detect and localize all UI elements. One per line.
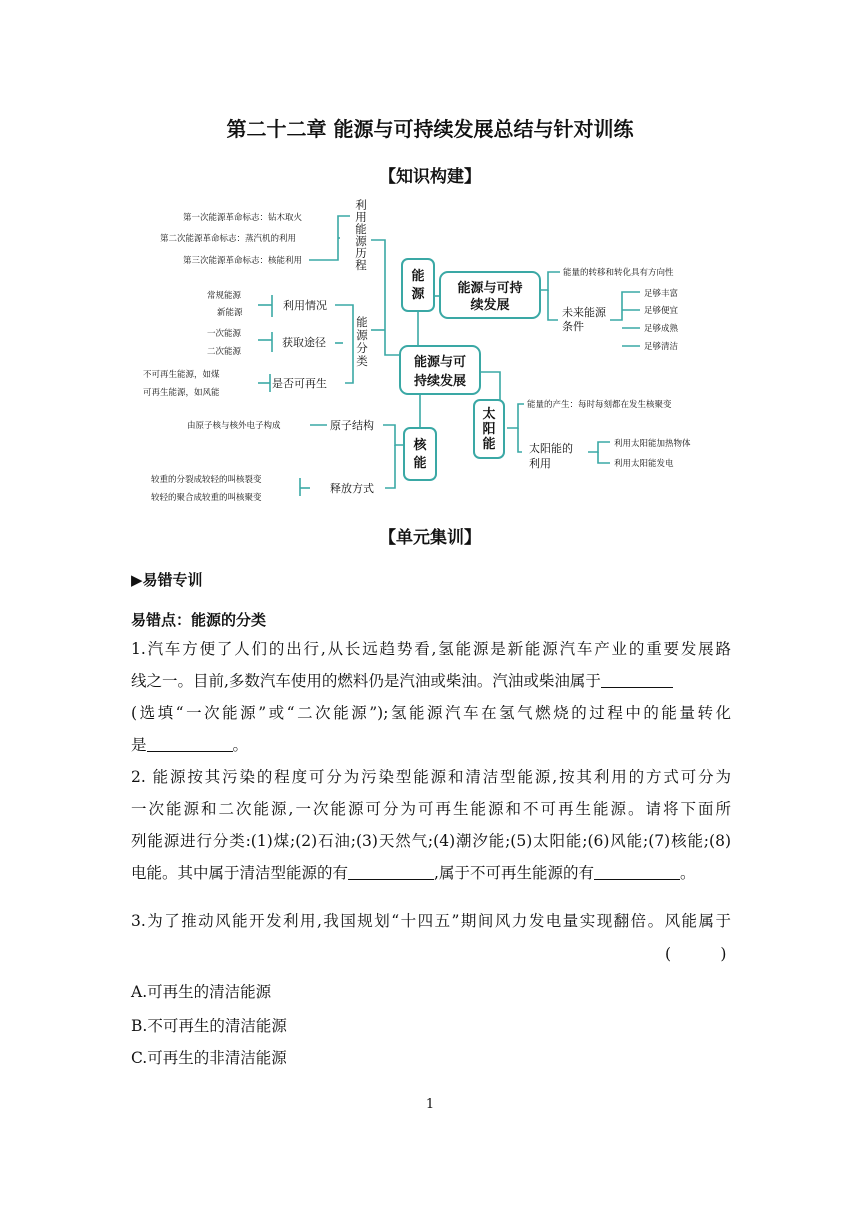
structure-label: 原子结构: [330, 419, 374, 432]
section-knowledge-heading: 【知识构建】: [379, 167, 481, 187]
question-2: [131, 761, 731, 889]
future-item-4: 足够清洁: [644, 342, 679, 352]
section-unit-heading: 【单元集训】: [379, 528, 481, 548]
topic-heading: ▶易错专训: [131, 571, 203, 589]
history-item-1: 第一次能源革命标志：钻木取火: [183, 213, 303, 223]
obtain-label: 获取途径: [282, 336, 326, 349]
q3-option-a[interactable]: A.可再生的清洁能源: [131, 983, 272, 1001]
q1-line-4-suffix: 。: [232, 736, 249, 754]
q2-line-2: 一次能源和二次能源,一次能源可分为可再生能源和不可再生能源。请将下面所: [131, 800, 731, 818]
usage-item-1: 常规能源: [207, 291, 242, 301]
renew-item-1: 不可再生能源，如煤: [143, 370, 220, 380]
q2-line-4: [131, 857, 731, 889]
q2-line-4-prefix: 电能。其中属于清洁型能源的有: [131, 864, 349, 882]
renew-item-2: 可再生能源，如风能: [143, 388, 220, 398]
history-label-1: 利: [355, 198, 367, 212]
direction-item: 能量的转移和转化具有方向性: [563, 268, 674, 278]
solar-node-line3: 能: [482, 437, 496, 452]
history-label-4: 源: [355, 234, 367, 248]
q1-line-4-prefix: 是: [131, 736, 147, 754]
release-item-2: 较轻的聚合成较重的叫核聚变: [151, 493, 262, 503]
nuclear-node: [404, 428, 436, 480]
q3-option-b[interactable]: B.不可再生的清洁能源: [131, 1017, 287, 1035]
q1-line-3: (选填“一次能源”或“二次能源”);氢能源汽车在氢气燃烧的过程中的能量转化: [131, 704, 731, 722]
energy-node-line1: 能: [411, 269, 425, 284]
q1-answer-blank-2[interactable]: [147, 733, 233, 752]
history-item-3: 第三次能源革命标志：核能利用: [183, 256, 303, 266]
history-label-2: 用: [355, 210, 367, 224]
q1-line-2: [131, 665, 731, 697]
error-point-heading: 易错点：能源的分类: [131, 611, 267, 629]
future-label-2: 条件: [562, 320, 584, 333]
page-number: 1: [425, 1097, 435, 1112]
question-3: [131, 905, 731, 937]
release-item-1: 较重的分裂成较轻的叫核裂变: [151, 475, 262, 485]
usage-item-2: 新能源: [217, 308, 243, 318]
future-item-1: 足够丰富: [644, 289, 679, 299]
history-label-6: 程: [355, 258, 367, 272]
q1-line-4: [131, 729, 731, 761]
q2-line-4-suffix: 。: [679, 864, 696, 882]
class-label-4: 类: [356, 354, 368, 368]
q2-line-4-middle: ,属于不可再生能源的有: [434, 864, 594, 882]
class-label-2: 源: [356, 328, 368, 342]
solar-use-item-2: 利用太阳能发电: [614, 459, 674, 469]
sustainable-node-line1: 能源与可持: [457, 281, 523, 296]
nuclear-node-line2: 能: [413, 456, 427, 471]
question-1: [131, 633, 731, 761]
q1-line-1: 1.汽车方便了人们的出行,从长远趋势看,氢能源是新能源汽车产业的重要发展路: [131, 640, 731, 658]
solar-generation-item: 能量的产生：每时每刻都在发生核聚变: [527, 400, 672, 410]
knowledge-mindmap: [0, 0, 860, 520]
class-label-3: 分: [356, 341, 368, 355]
q3-option-c[interactable]: C.可再生的非清洁能源: [131, 1049, 287, 1067]
q2-answer-blank-2[interactable]: [594, 861, 680, 880]
solar-node-line2: 阳: [482, 422, 496, 437]
nuclear-node-line1: 核: [413, 438, 427, 453]
class-label-1: 能: [356, 315, 368, 329]
obtain-item-2: 二次能源: [207, 347, 242, 357]
renew-label: 是否可再生: [272, 377, 327, 390]
future-label-1: 未来能源: [562, 306, 606, 319]
future-item-3: 足够成熟: [644, 324, 679, 334]
future-item-2: 足够便宜: [644, 306, 679, 316]
solar-use-label-1: 太阳能的: [529, 442, 573, 455]
q3-line-1: 3.为了推动风能开发利用,我国规划“十四五”期间风力发电量实现翻倍。风能属于: [131, 912, 731, 930]
solar-node-line1: 太: [482, 407, 496, 422]
energy-node-line2: 源: [411, 287, 425, 302]
structure-item: 由原子核与核外电子构成: [187, 421, 281, 431]
history-label-3: 能: [355, 222, 367, 236]
solar-use-label-2: 利用: [529, 457, 551, 470]
usage-label: 利用情况: [283, 299, 327, 312]
q2-line-1: 2. 能源按其污染的程度可分为污染型能源和清洁型能源,按其利用的方式可分为: [131, 768, 731, 786]
release-label: 释放方式: [330, 482, 374, 495]
sustainable-node-line2: 续发展: [470, 298, 510, 313]
center-node-line2: 持续发展: [413, 374, 467, 389]
page-title: 第二十二章 能源与可持续发展总结与针对训练: [226, 117, 634, 141]
q2-line-3: 列能源进行分类:(1)煤;(2)石油;(3)天然气;(4)潮汐能;(5)太阳能;(6)风能;(7)核能;(8): [131, 832, 731, 850]
q2-answer-blank-1[interactable]: [348, 861, 434, 880]
q1-answer-blank-1[interactable]: [601, 669, 673, 688]
solar-use-item-1: 利用太阳能加热物体: [614, 439, 691, 449]
history-label-5: 历: [355, 246, 367, 260]
center-node-line1: 能源与可: [413, 355, 467, 370]
energy-node: [402, 259, 434, 311]
obtain-item-1: 一次能源: [207, 329, 242, 339]
q3-answer-parentheses[interactable]: ( ): [665, 945, 727, 963]
q1-line-2-text: 线之一。目前,多数汽车使用的燃料仍是汽油或柴油。汽油或柴油属于: [131, 672, 601, 690]
history-item-2: 第二次能源革命标志：蒸汽机的利用: [160, 234, 297, 244]
